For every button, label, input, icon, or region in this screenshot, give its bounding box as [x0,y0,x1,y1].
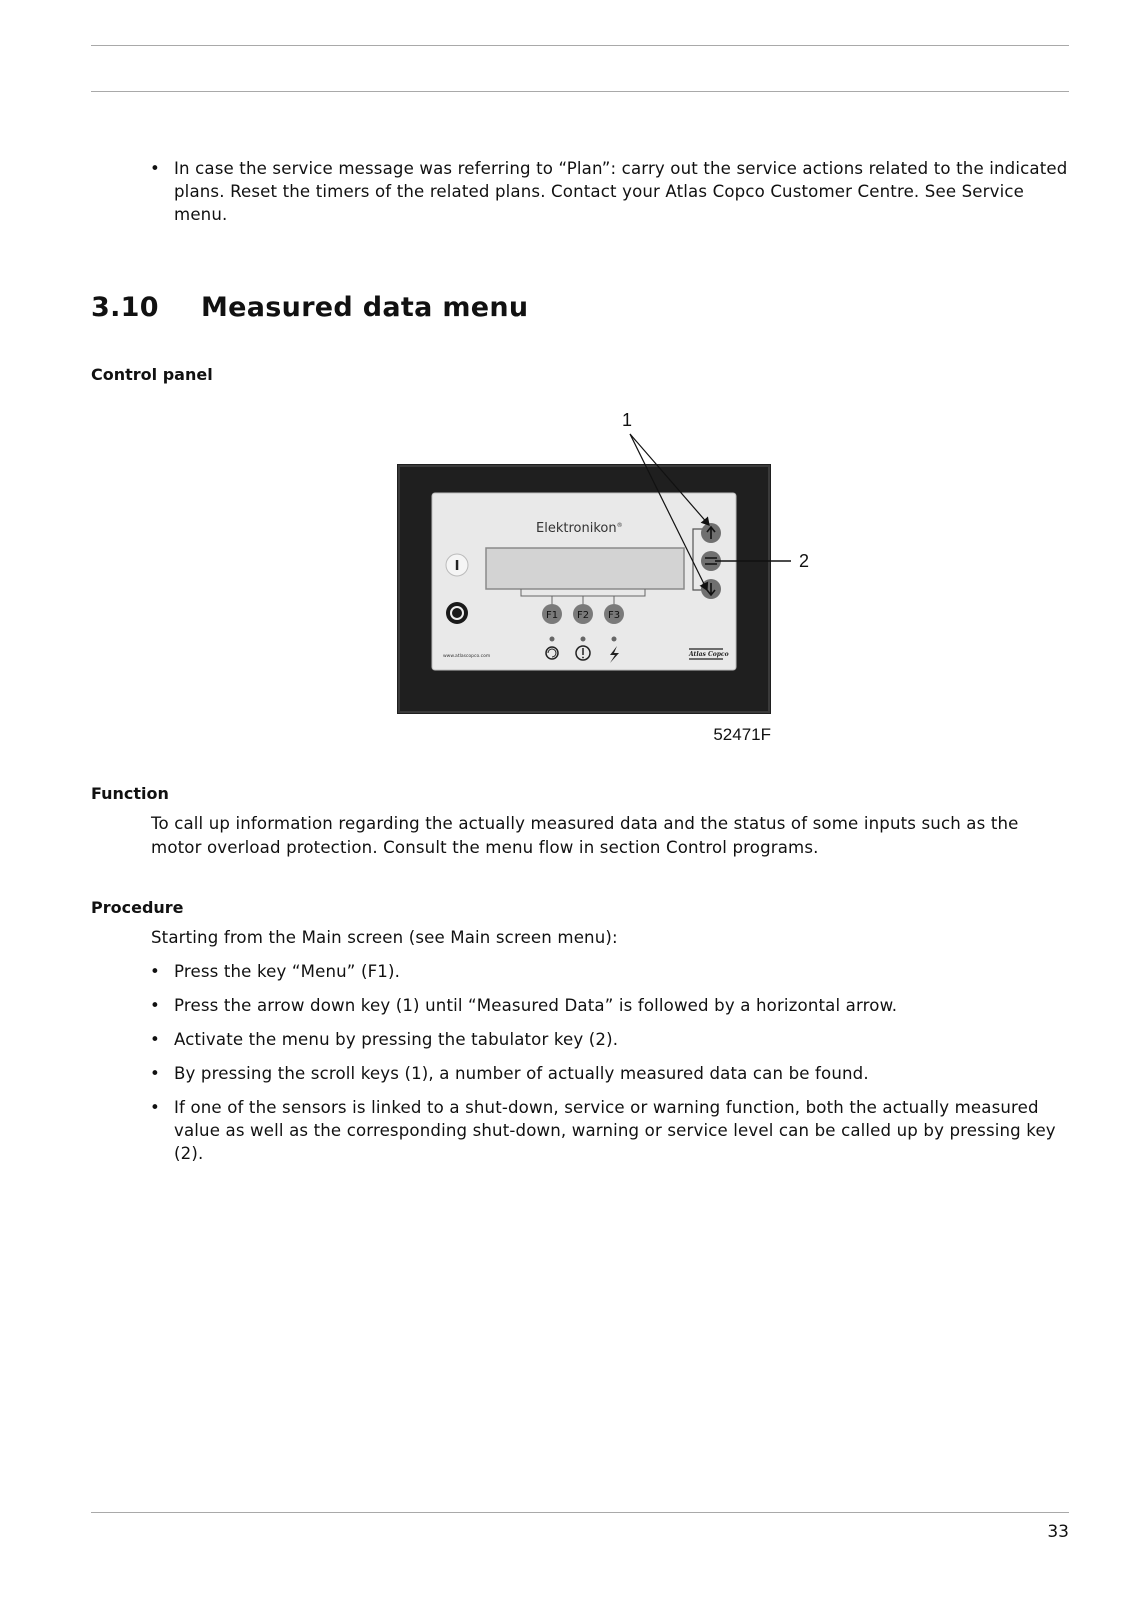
intro-bullet-list [148,157,1068,226]
f2-key-label: F2 [576,610,590,621]
function-keys [542,604,624,624]
procedure-step: • Activate the menu by pressing the tabulator key (2). [150,1030,619,1049]
section-heading [91,292,528,323]
procedure-steps-list [148,960,1068,1176]
procedure-step-text: If one of the sensors is linked to a shut-down, service or warning function, both the actually measured value as well as the corresponding shut-down, warning or service level can be called up by pressing key (2). [174,1098,1056,1163]
atlas-copco-logo [688,649,729,659]
procedure-step-text: By pressing the scroll keys (1), a number of actually measured data can be found. [174,1064,869,1083]
section-number: 3.10 [91,292,159,323]
procedure-step: • If one of the sensors is linked to a shut-down, service or warning function, both the actually measured value as well as the corresponding shut-down, warning or service level can be called up by pressing key (2). [150,1098,1056,1163]
procedure-heading: Procedure [91,898,184,917]
section-title: Measured data menu [201,292,529,323]
svg-text:Atlas Copco: Atlas Copco [689,651,729,658]
intro-bullet-item: • In case the service message was referring to “Plan”: carry out the service actions related to the indicated plans. Reset the timers of the related plans. Contact your Atlas Copco Customer Centre. See Service menu. [150,159,1068,224]
procedure-step-text: Press the arrow down key (1) until “Measured Data” is followed by a horizontal arrow. [174,996,898,1015]
lcd-display [486,548,684,589]
brand-label: Elektronikon® [536,521,623,536]
procedure-step-text: Activate the menu by pressing the tabulator key (2). [174,1030,619,1049]
control-panel-figure [397,408,819,746]
procedure-step: • By pressing the scroll keys (1), a number of actually measured data can be found. [150,1064,869,1083]
page-number: 33 [1047,1522,1069,1542]
callout-1-label: 1 [621,410,633,430]
function-text: To call up information regarding the actually measured data and the status of some inputs such as the motor overload protection. Consult the menu flow in section Control programs. [151,814,1019,857]
start-key-label: I [454,559,460,574]
intro-bullet-text: In case the service message was referring to “Plan”: carry out the service actions related to the indicated plans. Reset the timers of the related plans. Contact your Atlas Copco Customer Centre. See Service menu. [174,159,1068,224]
f1-key-label: F1 [545,610,559,621]
figure-id: 52471F [713,725,771,744]
function-heading: Function [91,784,169,803]
led-1 [550,637,555,642]
procedure-step: • Press the arrow down key (1) until “Measured Data” is followed by a horizontal arrow. [150,996,898,1015]
stop-key[interactable] [446,602,468,624]
led-2 [581,637,586,642]
footer-rule [91,1512,1069,1513]
header-rule-top [91,45,1069,46]
procedure-step-text: Press the key “Menu” (F1). [174,962,401,981]
header-rule-bottom [91,91,1069,92]
control-panel-heading: Control panel [91,365,213,384]
f3-key-label: F3 [607,610,621,621]
procedure-intro: Starting from the Main screen (see Main screen menu): [151,928,618,947]
website-text: www.atlascopco.com [443,654,491,659]
led-3 [612,637,617,642]
callout-2-label: 2 [799,551,810,571]
procedure-step: • Press the key “Menu” (F1). [150,962,401,981]
